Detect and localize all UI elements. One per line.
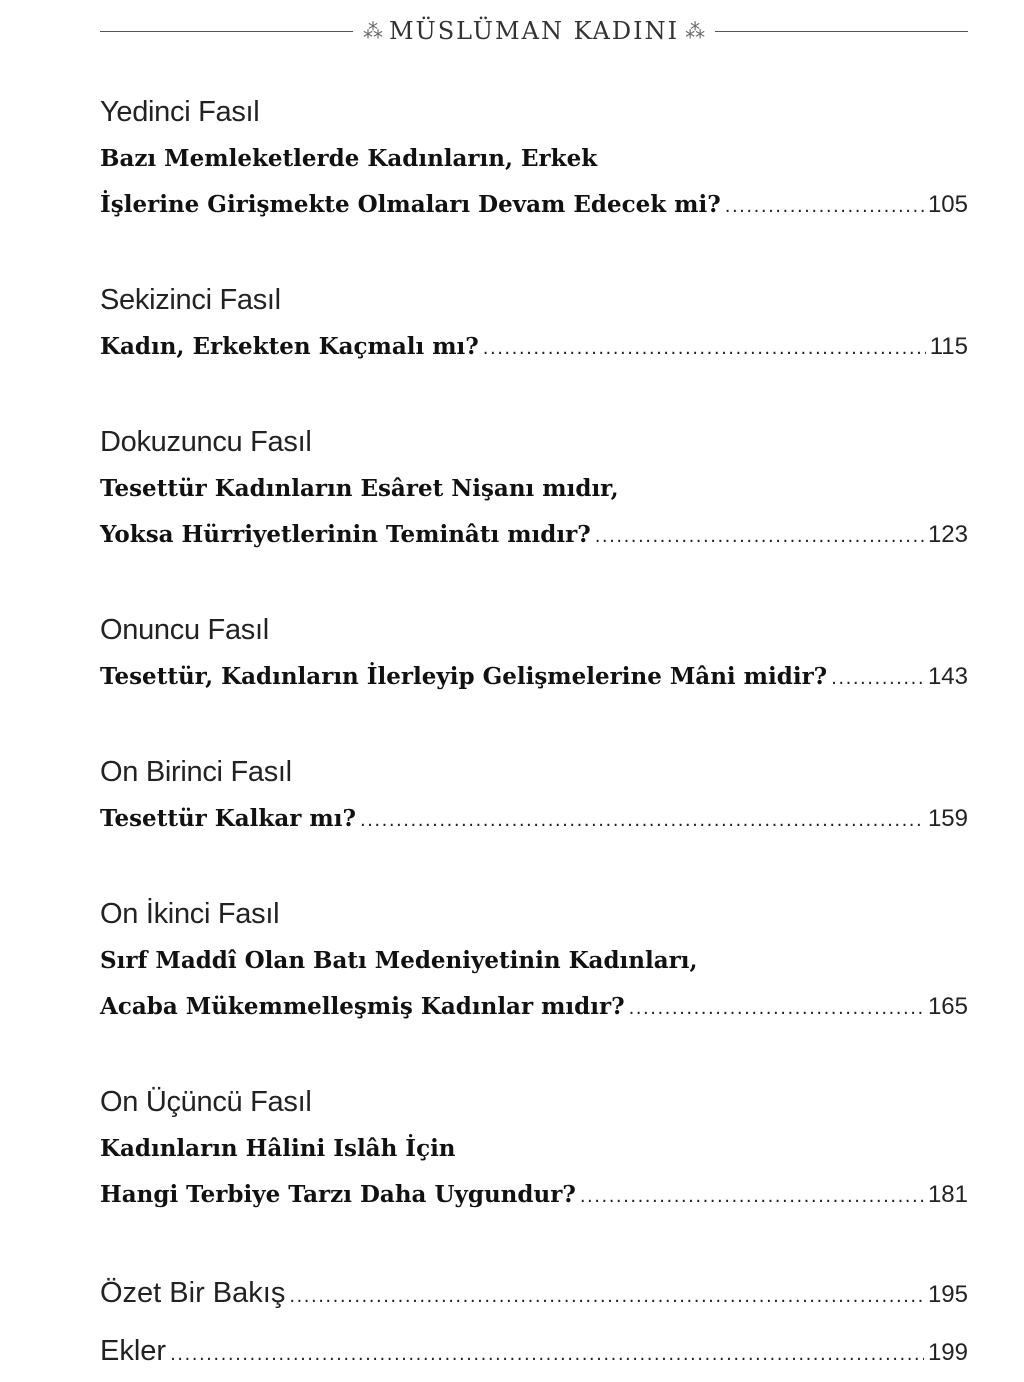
dot-leader bbox=[289, 1270, 924, 1324]
chapter-title-line: İşlerine Girişmekte Olmaları Devam Edecek mi? bbox=[100, 191, 721, 218]
header-rule-right bbox=[715, 31, 968, 32]
ornament-left-icon: ⁂ bbox=[362, 19, 383, 43]
page-number: 199 bbox=[927, 1339, 968, 1366]
chapter-title-line: Acaba Mükemmelleşmiş Kadınlar mıdır? bbox=[100, 993, 625, 1020]
page-number: 195 bbox=[927, 1281, 968, 1308]
dot-leader bbox=[360, 798, 924, 844]
toc-chapter bbox=[100, 1078, 968, 1220]
chapter-label: Onuncu Fasıl bbox=[100, 614, 269, 646]
dot-leader bbox=[483, 326, 926, 372]
toc-chapter bbox=[100, 88, 968, 230]
page-number: 115 bbox=[929, 333, 968, 360]
toc-entry-link[interactable] bbox=[100, 182, 968, 230]
toc-chapter bbox=[100, 276, 968, 372]
ornament-right-icon: ⁂ bbox=[685, 19, 706, 43]
dot-leader bbox=[725, 184, 924, 230]
page-number: 159 bbox=[927, 805, 968, 832]
book-title: MÜSLÜMAN KADINI bbox=[388, 17, 680, 45]
page-number: 105 bbox=[927, 191, 968, 218]
dot-leader bbox=[629, 986, 924, 1032]
header-title-group bbox=[353, 17, 715, 45]
section-title: Özet Bir Bakış bbox=[100, 1277, 286, 1309]
chapter-title-line: Kadınların Hâlini Islâh İçin bbox=[100, 1135, 456, 1162]
table-of-contents bbox=[100, 88, 968, 1382]
dot-leader bbox=[595, 514, 924, 560]
chapter-label: On İkinci Fasıl bbox=[100, 898, 280, 930]
dot-leader bbox=[170, 1328, 924, 1382]
chapter-label: Dokuzuncu Fasıl bbox=[100, 426, 312, 458]
chapter-title-line: Hangi Terbiye Tarzı Daha Uygundur? bbox=[100, 1181, 576, 1208]
toc-entry-link[interactable] bbox=[100, 796, 968, 844]
chapter-title-line: Sırf Maddî Olan Batı Medeniyetinin Kadınları, bbox=[100, 947, 698, 974]
chapter-title-line: Bazı Memleketlerde Kadınların, Erkek bbox=[100, 145, 598, 172]
chapter-label: On Birinci Fasıl bbox=[100, 756, 292, 788]
toc-entry-link[interactable] bbox=[100, 654, 968, 702]
chapter-label: Yedinci Fasıl bbox=[100, 96, 260, 128]
dot-leader bbox=[580, 1174, 924, 1220]
toc-entry-link[interactable] bbox=[100, 1324, 968, 1382]
chapter-label: On Üçüncü Fasıl bbox=[100, 1086, 312, 1118]
toc-entry-link[interactable] bbox=[100, 1266, 968, 1324]
page-number: 143 bbox=[927, 663, 968, 690]
chapter-title-line: Tesettür, Kadınların İlerleyip Gelişmelerine Mâni midir? bbox=[100, 663, 828, 690]
section-title: Ekler bbox=[100, 1335, 167, 1367]
chapter-title-line: Tesettür Kalkar mı? bbox=[100, 805, 356, 832]
toc-entry-link[interactable] bbox=[100, 324, 968, 372]
page-number: 165 bbox=[927, 993, 968, 1020]
toc-chapter bbox=[100, 606, 968, 702]
toc-entry-link[interactable] bbox=[100, 1172, 968, 1220]
toc-chapter bbox=[100, 418, 968, 560]
toc-entry-link[interactable] bbox=[100, 512, 968, 560]
toc-chapter bbox=[100, 890, 968, 1032]
header-rule-left bbox=[100, 31, 353, 32]
chapter-label: Sekizinci Fasıl bbox=[100, 284, 281, 316]
chapter-title-line: Yoksa Hürriyetlerinin Teminâtı mıdır? bbox=[100, 521, 591, 548]
chapter-title-line: Kadın, Erkekten Kaçmalı mı? bbox=[100, 333, 479, 360]
running-header bbox=[100, 10, 968, 52]
toc-chapter bbox=[100, 748, 968, 844]
toc-entry-link[interactable] bbox=[100, 984, 968, 1032]
page-number: 181 bbox=[927, 1181, 968, 1208]
dot-leader bbox=[831, 656, 924, 702]
page-number: 123 bbox=[927, 521, 968, 548]
chapter-title-line: Tesettür Kadınların Esâret Nişanı mıdır, bbox=[100, 475, 619, 502]
